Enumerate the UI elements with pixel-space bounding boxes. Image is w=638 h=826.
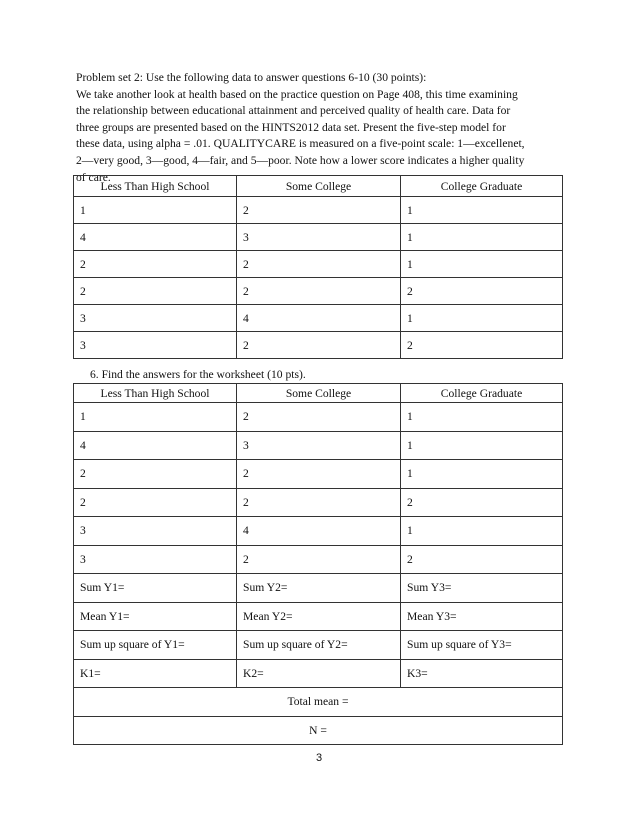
table-row bbox=[74, 278, 563, 305]
table-row bbox=[74, 197, 563, 224]
total-mean-cell[interactable]: Total mean = bbox=[74, 688, 563, 717]
column-header: College Graduate bbox=[401, 176, 563, 197]
sum-y3-cell[interactable]: Sum Y3= bbox=[401, 574, 563, 603]
table-row bbox=[74, 460, 563, 489]
sum-y2-cell[interactable]: Sum Y2= bbox=[237, 574, 401, 603]
table-cell: 3 bbox=[74, 305, 237, 332]
mean-y3-cell[interactable]: Mean Y3= bbox=[401, 602, 563, 631]
table-cell: 2 bbox=[237, 278, 401, 305]
table-cell: 1 bbox=[401, 224, 563, 251]
table-header-row bbox=[74, 176, 563, 197]
total-mean-row bbox=[74, 688, 563, 717]
table-row bbox=[74, 224, 563, 251]
table-cell: 3 bbox=[74, 545, 237, 574]
data-table bbox=[73, 175, 563, 359]
sum-square-row bbox=[74, 631, 563, 660]
table-row bbox=[74, 431, 563, 460]
table-cell: 3 bbox=[237, 431, 401, 460]
n-cell[interactable]: N = bbox=[74, 716, 563, 745]
table-cell: 2 bbox=[237, 460, 401, 489]
table-cell: 2 bbox=[237, 251, 401, 278]
mean-y1-cell[interactable]: Mean Y1= bbox=[74, 602, 237, 631]
sum-square-y3-cell[interactable]: Sum up square of Y3= bbox=[401, 631, 563, 660]
table-cell: 2 bbox=[74, 278, 237, 305]
table-header-row bbox=[74, 384, 563, 403]
question-6-text: 6. Find the answers for the worksheet (10 pts). bbox=[90, 368, 306, 381]
table-row bbox=[74, 545, 563, 574]
n-row bbox=[74, 716, 563, 745]
table-cell: 2 bbox=[237, 545, 401, 574]
table-row bbox=[74, 517, 563, 546]
table-cell: 3 bbox=[237, 224, 401, 251]
intro-line: We take another look at health based on the practice question on Page 408, this time examining bbox=[76, 87, 518, 101]
worksheet-table bbox=[73, 383, 563, 745]
table-cell: 4 bbox=[237, 305, 401, 332]
sum-square-y2-cell[interactable]: Sum up square of Y2= bbox=[237, 631, 401, 660]
table-cell: 1 bbox=[74, 197, 237, 224]
table-cell: 2 bbox=[237, 197, 401, 224]
table-cell: 4 bbox=[237, 517, 401, 546]
k-row bbox=[74, 659, 563, 688]
table-cell: 1 bbox=[74, 403, 237, 432]
table-cell: 3 bbox=[74, 517, 237, 546]
sum-y1-cell[interactable]: Sum Y1= bbox=[74, 574, 237, 603]
table-cell: 1 bbox=[401, 403, 563, 432]
intro-line: three groups are presented based on the HINTS2012 data set. Present the five-step model for bbox=[76, 120, 506, 134]
column-header: College Graduate bbox=[401, 384, 563, 403]
k3-cell[interactable]: K3= bbox=[401, 659, 563, 688]
column-header: Less Than High School bbox=[74, 384, 237, 403]
table-cell: 1 bbox=[401, 197, 563, 224]
table-cell: 2 bbox=[401, 278, 563, 305]
sum-row bbox=[74, 574, 563, 603]
table-cell: 1 bbox=[401, 431, 563, 460]
problem-intro bbox=[76, 70, 566, 186]
intro-line: the relationship between educational attainment and perceived quality of health care. Data for bbox=[76, 104, 511, 118]
intro-line: of care. bbox=[76, 170, 111, 184]
mean-row bbox=[74, 602, 563, 631]
table-row bbox=[74, 488, 563, 517]
column-header: Less Than High School bbox=[74, 176, 237, 197]
table-cell: 2 bbox=[401, 545, 563, 574]
table-cell: 2 bbox=[401, 332, 563, 359]
mean-y2-cell[interactable]: Mean Y2= bbox=[237, 602, 401, 631]
sum-square-y1-cell[interactable]: Sum up square of Y1= bbox=[74, 631, 237, 660]
column-header: Some College bbox=[237, 176, 401, 197]
table-row bbox=[74, 251, 563, 278]
table-cell: 2 bbox=[237, 403, 401, 432]
table-cell: 1 bbox=[401, 460, 563, 489]
table-row bbox=[74, 305, 563, 332]
table-cell: 4 bbox=[74, 224, 237, 251]
table-cell: 2 bbox=[401, 488, 563, 517]
table-cell: 1 bbox=[401, 305, 563, 332]
intro-line: Problem set 2: Use the following data to answer questions 6-10 (30 points): bbox=[76, 71, 427, 84]
table-cell: 2 bbox=[237, 488, 401, 517]
column-header: Some College bbox=[237, 384, 401, 403]
table-cell: 4 bbox=[74, 431, 237, 460]
table-cell: 2 bbox=[74, 251, 237, 278]
table-cell: 3 bbox=[74, 332, 237, 359]
table-cell: 1 bbox=[401, 251, 563, 278]
intro-line: these data, using alpha = .01. QUALITYCARE is measured on a five-point scale: 1—excellenet, bbox=[76, 137, 525, 151]
table-cell: 1 bbox=[401, 517, 563, 546]
table-row bbox=[74, 332, 563, 359]
table-row bbox=[74, 403, 563, 432]
table-cell: 2 bbox=[74, 460, 237, 489]
table-cell: 2 bbox=[237, 332, 401, 359]
k2-cell[interactable]: K2= bbox=[237, 659, 401, 688]
k1-cell[interactable]: K1= bbox=[74, 659, 237, 688]
page-number: 3 bbox=[315, 752, 323, 764]
table-cell: 2 bbox=[74, 488, 237, 517]
intro-line: 2—very good, 3—good, 4—fair, and 5—poor. Note how a lower score indicates a higher quality bbox=[76, 153, 525, 167]
